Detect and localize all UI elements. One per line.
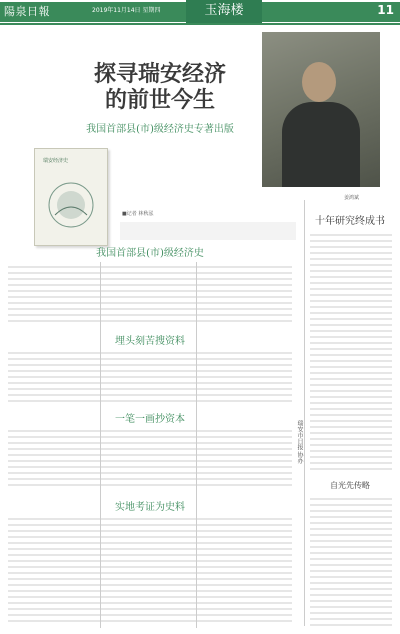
right-text-block-1 bbox=[310, 230, 392, 474]
book-cover-image bbox=[34, 148, 108, 246]
vertical-label: 瑞安市日报 协办 bbox=[296, 420, 303, 464]
column-name: 玉海楼 bbox=[186, 0, 262, 23]
page-header bbox=[0, 0, 400, 34]
right-text-block-2 bbox=[310, 494, 392, 626]
body-text-block-3 bbox=[8, 426, 292, 490]
photo-caption: 姜鸿斌 bbox=[344, 195, 360, 201]
body-text-block-2 bbox=[8, 348, 292, 404]
subtitle: 我国首部县(市)级经济史专著出版 bbox=[86, 124, 234, 135]
body-text-block-1 bbox=[8, 262, 292, 326]
section-title-3: 一笔一画抄资本 bbox=[115, 414, 185, 425]
right-column-title-2: 自光先传略 bbox=[330, 481, 370, 490]
book-cover-art bbox=[45, 179, 97, 231]
byline: ■记者 林秋泓 bbox=[122, 211, 154, 217]
column-divider-3 bbox=[304, 200, 305, 626]
page-number: 11 bbox=[377, 3, 394, 17]
section-title-2: 埋头刻苦搜资料 bbox=[115, 336, 185, 347]
photo-face bbox=[302, 62, 336, 102]
headline-line-1: 探寻瑞安经济 bbox=[93, 62, 226, 87]
column-divider-1 bbox=[100, 262, 101, 628]
author-photo bbox=[262, 32, 380, 187]
book-title: 瑞安经济史 bbox=[43, 158, 69, 164]
photo-body bbox=[282, 102, 360, 187]
lead-text-line bbox=[120, 222, 296, 240]
header-rule bbox=[0, 23, 400, 25]
headline-line-2: 的前世今生 bbox=[104, 88, 215, 113]
right-column-title: 十年研究终成书 bbox=[315, 216, 385, 227]
issue-date: 2019年11月14日 星期四 bbox=[92, 7, 161, 14]
body-text-block-4 bbox=[8, 514, 292, 626]
headline bbox=[30, 62, 290, 114]
newspaper-logo: 陽泉日報 bbox=[4, 5, 50, 18]
section-title-4: 实地考证为史料 bbox=[115, 502, 185, 513]
section-title-1: 我国首部县(市)级经济史 bbox=[96, 248, 204, 259]
column-divider-2 bbox=[196, 262, 197, 628]
